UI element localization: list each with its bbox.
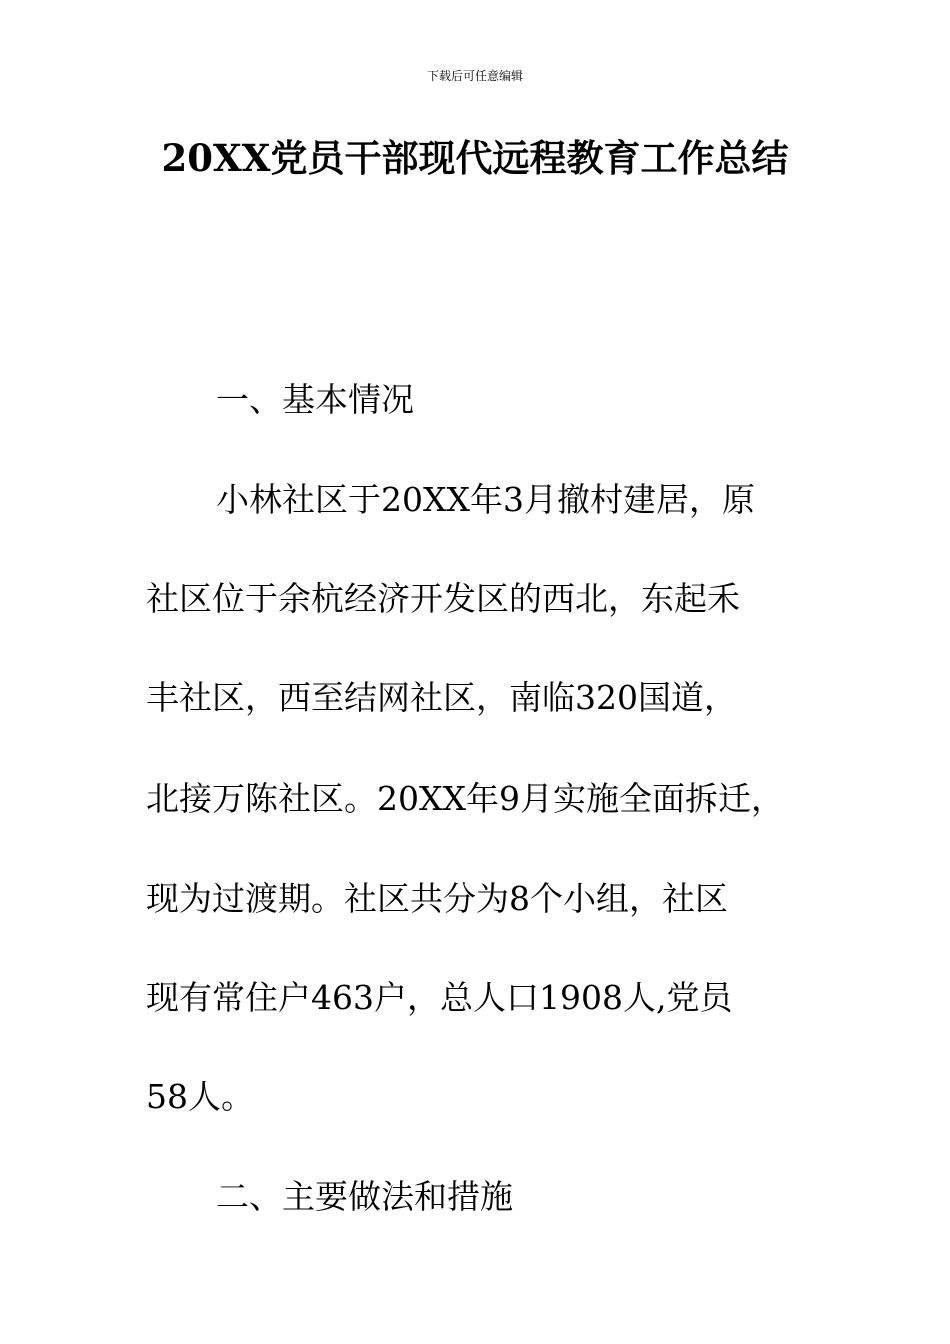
paragraph-line: 现有常住户463户，总人口1908人,党员 [146, 978, 733, 1017]
paragraph-line: 北接万陈社区。20XX年9月实施全面拆迁， [146, 779, 784, 818]
section-heading-main-measures: 二、主要做法和措施 [216, 1177, 513, 1216]
paragraph-line: 社区位于余杭经济开发区的西北，东起禾 [146, 579, 740, 618]
section-heading-basic-situation: 一、基本情况 [216, 380, 414, 419]
paragraph-line: 丰社区，西至结网社区，南临320国道， [146, 678, 737, 717]
paragraph-line: 小林社区于20XX年3月撤村建居，原 [216, 480, 755, 519]
paragraph-line: 58人。 [146, 1077, 254, 1116]
paragraph-line: 现为过渡期。社区共分为8个小组，社区 [146, 879, 728, 918]
document-title: 20XX党员干部现代远程教育工作总结 [161, 136, 789, 180]
header-note: 下载后可任意编辑 [426, 69, 523, 83]
